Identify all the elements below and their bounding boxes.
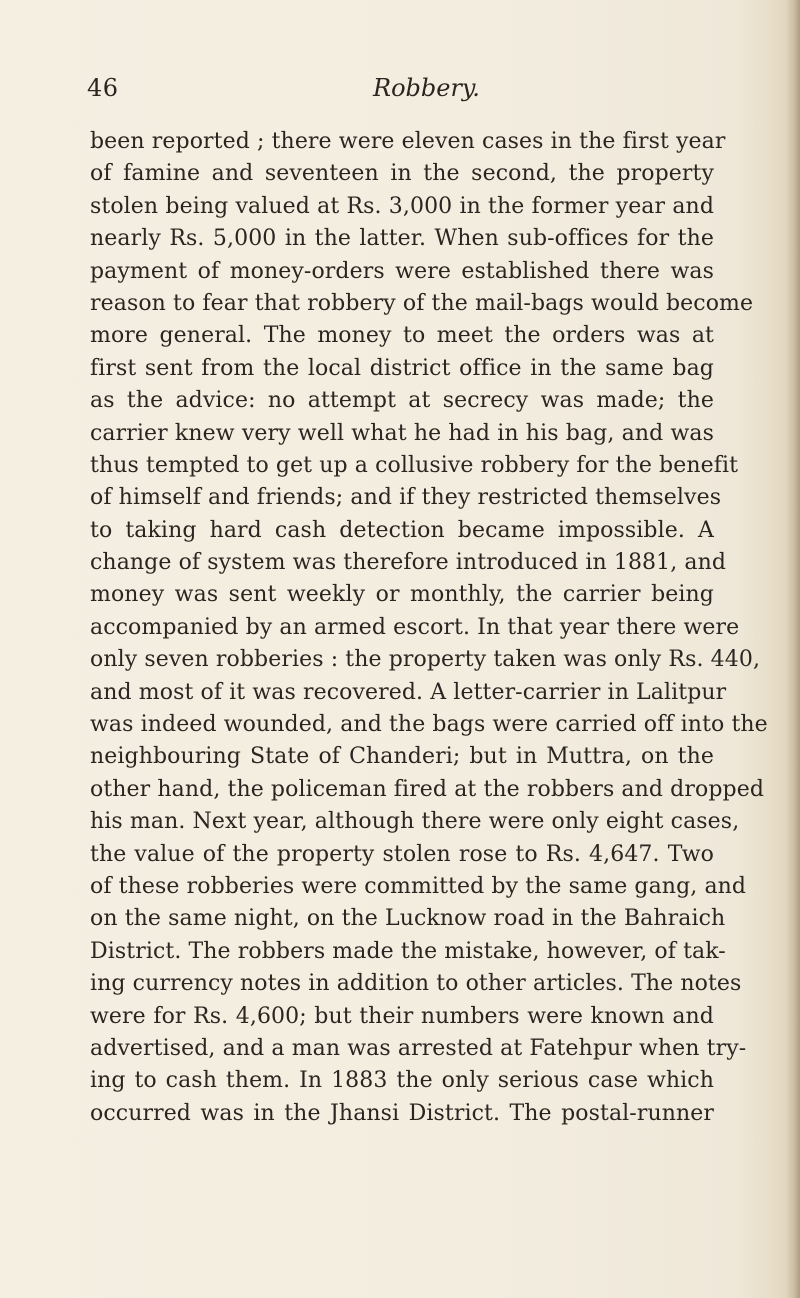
text-line: been reported ; there were eleven cases in the first year [90,129,726,154]
text-line: first sent from the local district office in the same bag [90,355,714,381]
text-line: money was sent weekly or monthly, the carrier being [90,582,714,608]
text-line: neighbouring State of Chanderi; but in Muttra, on the [90,744,714,770]
text-line: more general. The money to meet the orders was at [90,323,714,349]
text-line: accompanied by an armed escort. In that year there were [90,614,740,640]
text-line: only seven robberies : the property taken was only Rs. 440, [90,647,761,673]
text-line: nearly Rs. 5,000 in the latter. When sub-offices for the [90,226,714,252]
text-line: carrier knew very well what he had in his bag, and was [90,420,714,446]
text-line: of these robberies were committed by the same gang, and [90,873,747,899]
text-line: ing to cash them. In 1883 the only serious case which [90,1068,714,1094]
text-line: was indeed wounded, and the bags were carried off into the [90,712,768,738]
page-number: 46 [87,74,119,102]
text-line: other hand, the policeman fired at the robbers and dropped [90,776,764,802]
text-line: and most of it was recovered. A letter-carrier in Lalitpur [90,679,727,705]
running-title: Robbery. [373,74,480,102]
text-line: occurred was in the Jhansi District. The postal-runner [90,1100,714,1126]
text-line: his man. Next year, although there were only eight cases, [90,809,740,835]
body-text [90,126,768,1130]
text-line: payment of money-orders were established there was [90,258,714,284]
text-line: change of system was therefore introduced in 1881, and [90,550,727,576]
text-line: advertised, and a man was arrested at Fatehpur when try- [90,1035,747,1061]
text-line: to taking hard cash detection became impossible. A [90,517,714,543]
page-edge-shadow [786,0,800,1298]
running-head [87,74,713,114]
text-line: as the advice: no attempt at secrecy was made; the [90,388,714,414]
text-line: of famine and seventeen in the second, the property [90,161,714,187]
text-line: reason to fear that robbery of the mail-bags would become [90,290,754,316]
text-line: ing currency notes in addition to other articles. The notes [90,971,742,997]
text-line: were for Rs. 4,600; but their numbers were known and [90,1003,714,1029]
text-line: of himself and friends; and if they restricted themselves [90,485,722,511]
text-line: stolen being valued at Rs. 3,000 in the former year and [90,193,714,219]
text-line: District. The robbers made the mistake, however, of tak- [90,938,726,964]
text-line: the value of the property stolen rose to Rs. 4,647. Two [90,841,714,867]
text-line: on the same night, on the Lucknow road in the Bahraich [90,906,726,932]
text-line: thus tempted to get up a collusive robbery for the benefit [90,452,739,478]
